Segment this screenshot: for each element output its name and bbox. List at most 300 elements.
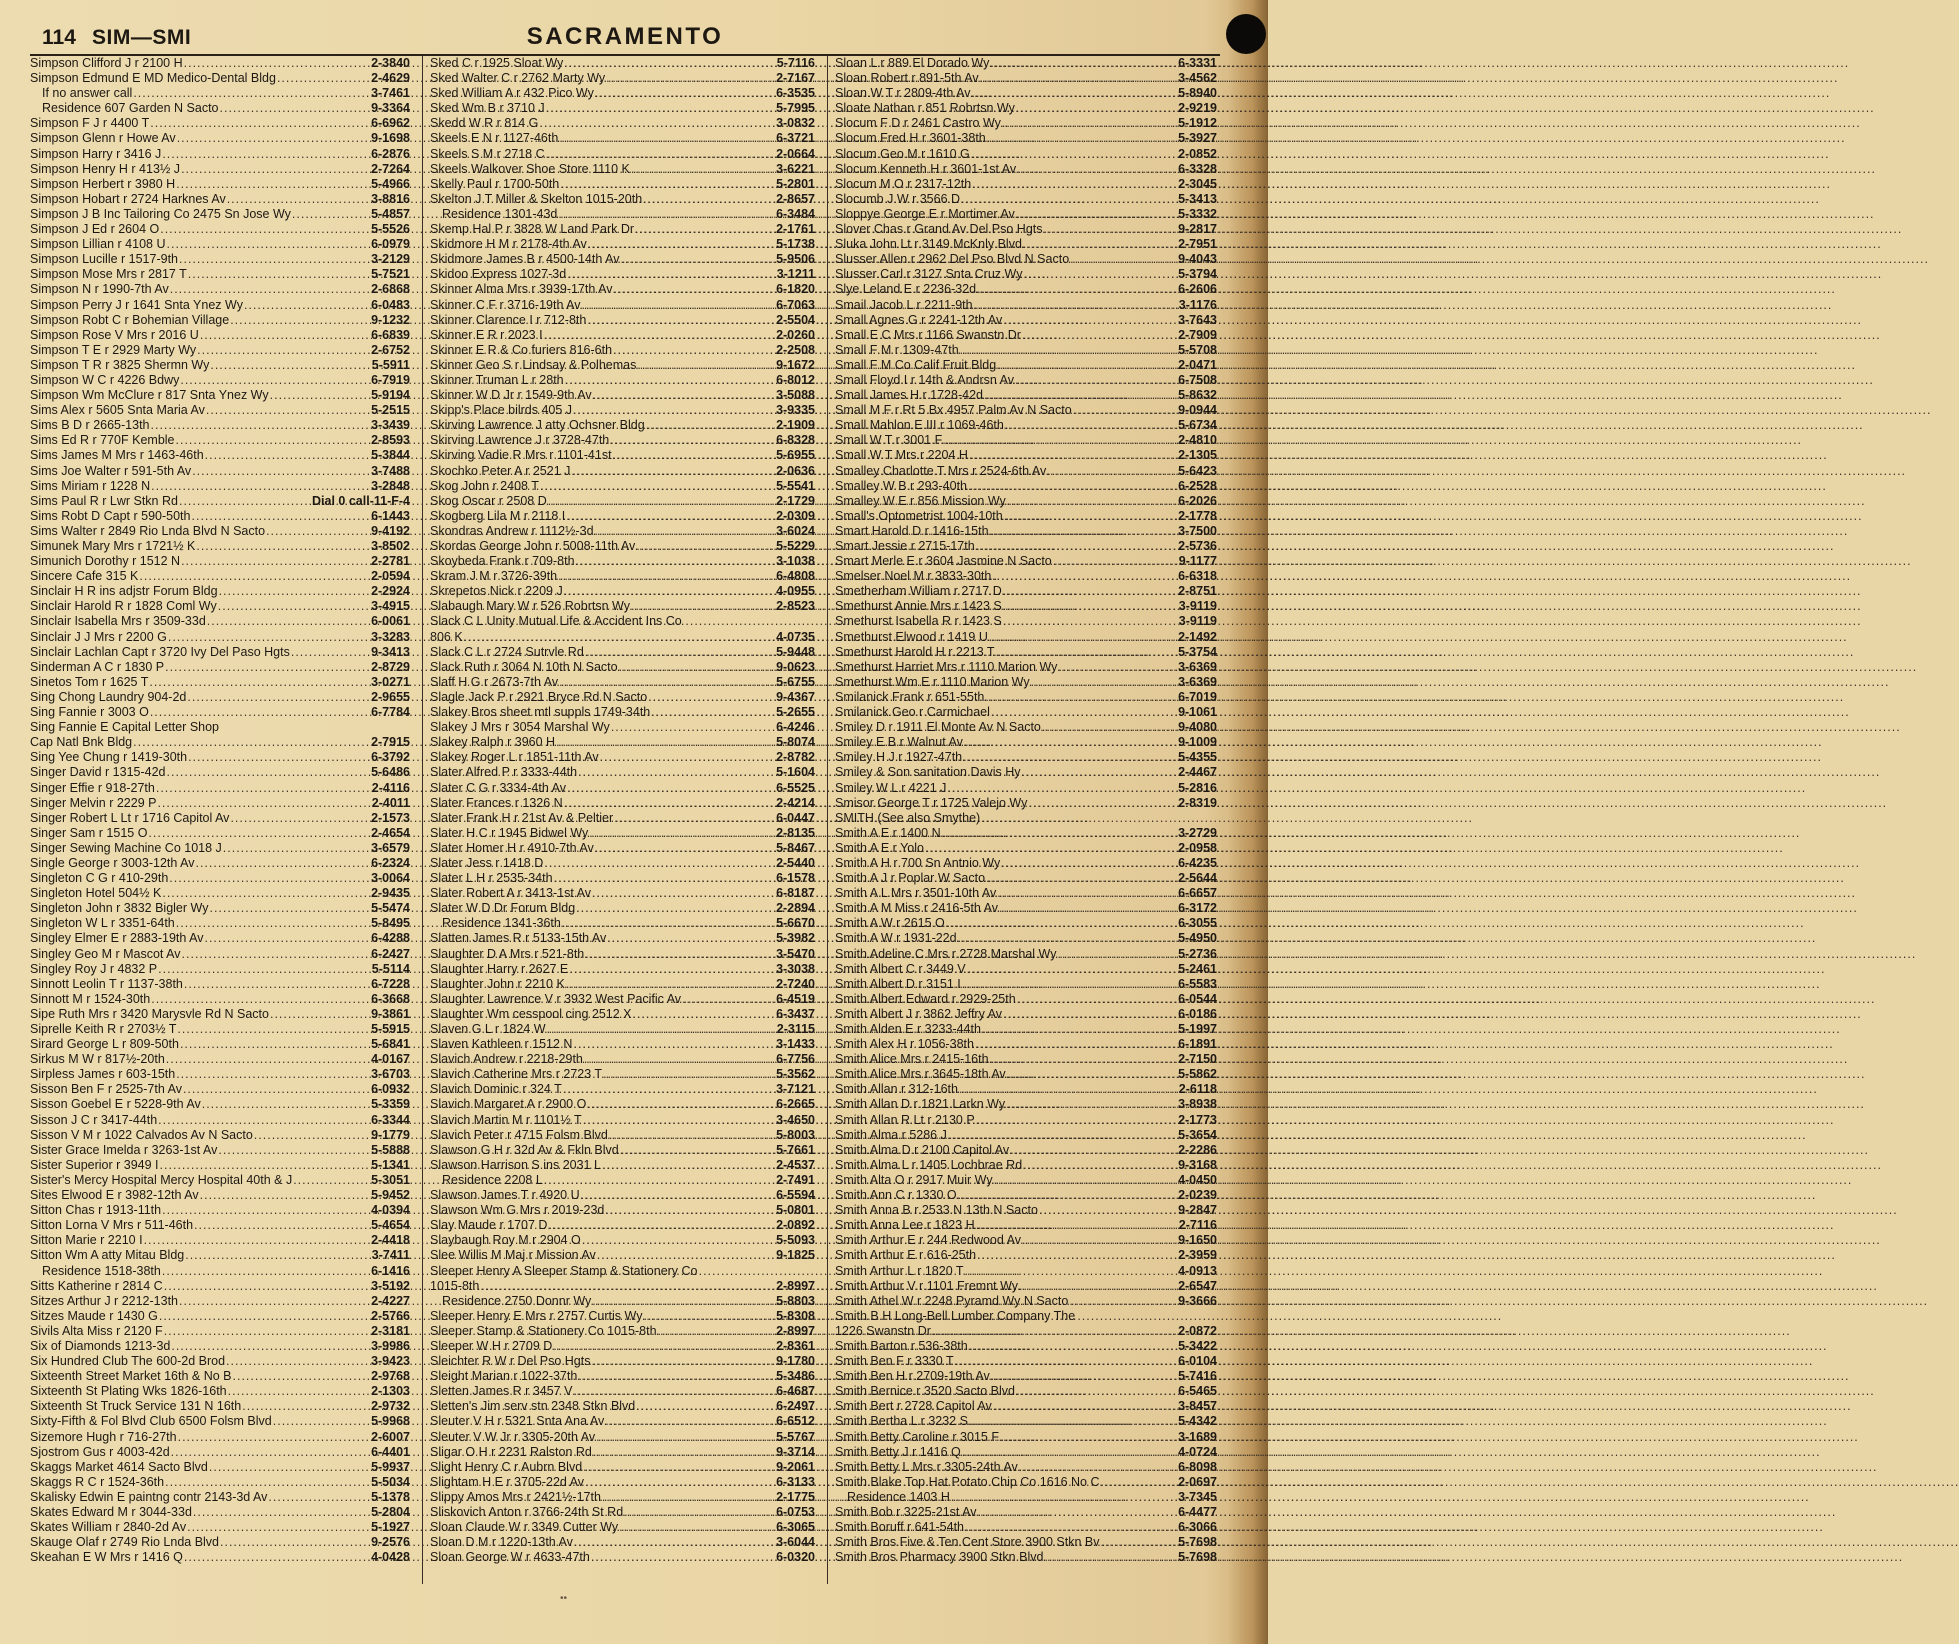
listing-name: Sitzes Maude r 1430 G [30, 1308, 158, 1323]
listing-name: Skaggs R C r 1524-36th [30, 1474, 165, 1489]
listing-phone: 2-8523 [776, 599, 815, 614]
listing-entry [30, 358, 410, 373]
listing-entry [835, 1128, 1217, 1143]
listing-phone: 5-5034 [371, 1474, 410, 1489]
listing-phone: 5-0801 [776, 1203, 815, 1218]
listing-entry [430, 720, 815, 735]
listing-phone: 6-3535 [776, 86, 815, 101]
listing-name: Sims Alex r 5605 Snta Maria Av [30, 403, 205, 418]
dot-leader [976, 539, 1177, 554]
listing-entry [430, 675, 815, 690]
listing-name: Slabaugh Mary W r 526 Robrtsn Wy [430, 599, 630, 614]
listing-entry [835, 207, 1217, 222]
listing-name: Skinner Truman L r 28th [430, 372, 564, 387]
dot-leader [946, 916, 1177, 931]
listing-entry [430, 1233, 815, 1248]
listing-name: Slagle Jack P r 2921 Bryce Rd N Sacto [430, 689, 648, 704]
dot-leader [162, 1264, 370, 1279]
listing-name: Simpson Clifford J r 2100 H [30, 56, 183, 70]
listing-phone: 2-4116 [371, 780, 410, 795]
listing-phone: 5-5541 [776, 478, 815, 493]
listing-entry [30, 116, 410, 131]
dot-leader [242, 1399, 370, 1414]
listing-name: Residence 1341-36th [442, 916, 561, 931]
listing-phone: 9-2817 [1178, 222, 1217, 237]
dot-leader [230, 811, 370, 826]
listing-entry [430, 1248, 815, 1263]
listing-name: Residence 1301-43d [442, 206, 558, 221]
listing-phone: 9-3861 [371, 1006, 410, 1021]
listing-entry [430, 1460, 815, 1475]
listing-name: Smith A H r 700 Sn Antnio Wy [835, 855, 1001, 870]
listing-phone: 5-5915 [371, 1022, 410, 1036]
dot-leader [1005, 418, 1177, 433]
listing-name: Smith Bros Pharmacy 3900 Stkn Blvd [835, 1550, 1044, 1565]
dot-leader [602, 1158, 775, 1173]
listing-name: Smith Barton r 536-38th [835, 1338, 968, 1353]
listing-name: Skogberg Lila M r 2118 I [430, 508, 566, 523]
listing-phone: 5-4342 [1178, 1414, 1217, 1429]
listing-name: Skates William r 2840-2d Av [30, 1520, 187, 1535]
listing-name: Smethurst Harriet Mrs r 1110 Marion Wy [835, 659, 1058, 674]
listing-phone: 5-3844 [371, 448, 410, 463]
listing-entry [30, 1233, 410, 1248]
dot-leader [209, 1460, 370, 1475]
listing-entry [430, 1430, 815, 1445]
listing-phone: 3-3038 [776, 961, 815, 976]
listing-phone: 6-7019 [1178, 689, 1217, 704]
listing-name: Sims Joe Walter r 591-5th Av [30, 463, 192, 478]
dot-leader [578, 1369, 775, 1384]
dot-leader [592, 886, 775, 901]
listing-entry [835, 1490, 1217, 1505]
dot-leader [162, 886, 370, 901]
listing-entry [835, 781, 1217, 796]
listing-name: Skauge Olaf r 2749 Rio Lnda Blvd [30, 1535, 220, 1550]
listing-name: Residence 607 Garden N Sacto [42, 101, 219, 116]
dot-leader [574, 1535, 775, 1550]
listing-phone: 5-1927 [371, 1520, 410, 1535]
listing-entry [835, 811, 1217, 826]
dot-leader [464, 630, 775, 645]
listing-phone: 9-2061 [776, 1459, 815, 1474]
listing-phone: 2-0309 [776, 508, 815, 523]
dot-leader [1047, 464, 1177, 479]
listing-name: Singer Robert L Lt r 1716 Capitol Av [30, 810, 230, 825]
listing-phone: 6-3331 [1178, 56, 1217, 70]
listing-name: Sister Superior r 3949 I [30, 1157, 159, 1172]
listing-name: Slakey J Mrs r 3054 Marshal Wy [430, 720, 610, 735]
dot-leader [546, 101, 775, 116]
listing-phone: 9-0944 [1178, 403, 1217, 418]
dot-leader [591, 1550, 775, 1565]
listing-name: Sleight Marian r 1022-37th [430, 1369, 578, 1384]
dot-leader [133, 735, 370, 750]
listing-phone: 2-8782 [776, 750, 815, 765]
listing-name: Simpson Harry r 3416 J [30, 146, 162, 161]
listing-phone: 9-1779 [371, 1127, 410, 1142]
dot-leader [564, 796, 775, 811]
dot-leader [976, 1113, 1177, 1128]
listing-entry [835, 765, 1217, 780]
listing-entry [30, 1384, 410, 1399]
listing-name: Sims Miriam r 1228 N [30, 478, 151, 493]
listing-name: Smelser Noel M r 3833-30th [835, 569, 992, 584]
listing-name: Singer Sam r 1515 O [30, 825, 148, 840]
listing-entry [835, 720, 1217, 735]
dot-leader [183, 1082, 370, 1097]
dot-leader [585, 645, 775, 660]
dot-leader [547, 1022, 776, 1037]
listing-name: Smith Blake Top Hat Potato Chip Co 1616 No C [835, 1474, 1100, 1489]
listing-entry [30, 524, 410, 539]
dot-leader [619, 1520, 775, 1535]
listing-name: Smith Bernice r 3520 Sacto Blvd [835, 1384, 1015, 1399]
dot-leader [266, 524, 370, 539]
dot-leader [1073, 403, 1177, 418]
listing-phone: 2-4418 [371, 1233, 410, 1248]
listing-entry [430, 479, 815, 494]
listing-name: Sloan George W r 4633-47th [430, 1550, 590, 1565]
dot-leader [982, 1022, 1177, 1037]
dot-leader [181, 162, 370, 177]
listing-entry [430, 1490, 815, 1505]
listing-name: Slater Frank H r 21st Av & Peltier [430, 810, 614, 825]
listing-name: Smalley W E r 856 Mission Wy [835, 493, 1006, 508]
listing-name: Sitton Lorna V Mrs r 511-46th [30, 1218, 194, 1233]
listing-name: Slater Alfred P r 3333-44th [430, 765, 578, 780]
dot-leader [1069, 1294, 1177, 1309]
listing-phone: 6-7228 [371, 976, 410, 991]
listing-name: Smith Bertha L r 3232 S [835, 1414, 968, 1429]
listing-name: Skeahan E W Mrs r 1416 Q [30, 1550, 183, 1565]
listing-phone: 9-3413 [371, 644, 410, 659]
listing-name: If no answer call [42, 86, 133, 101]
listing-phone: 9-1672 [776, 357, 815, 372]
dot-leader [164, 1279, 370, 1294]
listing-phone: 2-0594 [371, 569, 410, 584]
dot-leader [1016, 101, 1177, 116]
dot-leader [972, 86, 1178, 101]
listing-name: Slatten James R r 5133-15th Av [430, 931, 607, 946]
listing-phone: 5-3562 [776, 1067, 815, 1082]
listing-entry [30, 101, 410, 116]
listing-phone: 9-3714 [776, 1444, 815, 1459]
listing-name: Singley Roy J r 4832 P [30, 961, 158, 976]
listing-phone: 5-9194 [371, 388, 410, 403]
listing-name: Smith Alma D r 2100 Capitol Av [835, 1142, 1010, 1157]
listing-entry [430, 524, 815, 539]
listing-entry [30, 1143, 410, 1158]
listing-phone: 3-8457 [1178, 1399, 1217, 1414]
dot-leader [1022, 328, 1177, 343]
listing-entry [430, 131, 815, 146]
listing-name: Simunek Mary Mrs r 1721½ K [30, 539, 196, 553]
listing-name: Simpson Lucille r 1517-9th [30, 252, 178, 267]
listing-phone: 2-3045 [1178, 176, 1217, 191]
listing-name: Small F M Co Calif Fruit Bldg [835, 357, 997, 372]
dot-leader [1003, 584, 1177, 599]
listing-name: Sitton Chas r 1913-11th [30, 1203, 162, 1218]
listing-name: Singleton Hotel 504½ K [30, 886, 162, 901]
listing-phone: 6-2665 [776, 1097, 815, 1112]
listing-name: Singer Sewing Machine Co 1018 J [30, 840, 222, 855]
dot-leader [151, 479, 370, 494]
listing-entry [30, 192, 410, 207]
dot-leader [605, 1203, 775, 1218]
listing-name: Slater Jess r 1418 D [430, 855, 544, 870]
listing-name: Smith A M Miss r 2416-5th Av [835, 901, 999, 916]
listing-name: Smith Albert C r 3449 V [835, 961, 966, 976]
listing-entry [835, 1097, 1217, 1112]
listing-name: Sletten's Jim serv stn 2348 Stkn Blvd [430, 1399, 636, 1414]
dot-leader [991, 1369, 1177, 1384]
listing-name: Smith Athel W r 2248 Pyramd Wy N Sacto [835, 1293, 1069, 1308]
listing-entry [30, 1324, 410, 1339]
listing-phone: 5-5114 [371, 961, 410, 976]
listing-phone: 5-8803 [776, 1293, 815, 1308]
listing-entry [30, 71, 410, 86]
dot-leader [150, 116, 370, 131]
dot-leader [1010, 1143, 1177, 1158]
listing-entry [430, 584, 815, 599]
listing-entry [430, 1218, 815, 1233]
listing-name: Smith A E r 1400 N [835, 825, 941, 840]
listing-name: Slusser Carl r 3127 Snta Cruz Wy [835, 267, 1023, 282]
listing-phone: 2-2894 [776, 901, 815, 916]
listing-phone: 5-2655 [776, 705, 815, 720]
listing-phone: 5-8467 [776, 840, 815, 855]
listing-name: Slightam H E r 3705-22d Av [430, 1474, 585, 1489]
listing-phone: 5-3332 [1178, 206, 1217, 221]
listing-phone: 2-7150 [1178, 1052, 1217, 1067]
dot-leader [1058, 947, 1178, 962]
listing-name: Sing Fannie E Capital Letter Shop [30, 720, 220, 735]
listing-phone: 5-7995 [776, 101, 815, 116]
listing-phone: 6-0186 [1178, 1006, 1217, 1021]
listing-name: Sinetos Tom r 1625 T [30, 674, 149, 689]
dot-leader [573, 403, 775, 418]
dot-leader [1028, 796, 1177, 811]
dot-leader [990, 56, 1177, 71]
listing-phone: 2-8729 [371, 659, 410, 674]
listing-entry [430, 1264, 815, 1279]
listing-entry [430, 826, 815, 841]
listing-name: Sizemore Hugh r 716-27th [30, 1429, 177, 1444]
listing-entry [835, 645, 1217, 660]
listing-name: Slavich Andrew r 2218-29th [430, 1052, 583, 1067]
listing-entry [30, 1128, 410, 1143]
listing-phone: 5-8074 [776, 735, 815, 750]
dot-leader [164, 1324, 370, 1339]
listing-phone: 9-2847 [1178, 1203, 1217, 1218]
listing-name: Sinnott M r 1524-30th [30, 991, 151, 1006]
dot-leader [151, 992, 370, 1007]
dot-leader [156, 781, 371, 796]
listing-name: Skog John r 2408 T [430, 478, 539, 493]
listing-entry [835, 56, 1217, 71]
dot-leader [270, 1007, 370, 1022]
listing-phone: 5-9452 [371, 1188, 410, 1203]
listing-name: Six Hundred Club The 600-2d Brod [30, 1354, 226, 1369]
listing-phone: 3-2729 [1178, 825, 1217, 840]
listing-entry [30, 1052, 410, 1067]
dot-leader [162, 147, 370, 162]
dot-leader [955, 1354, 1177, 1369]
dot-leader [176, 177, 370, 192]
listing-entry [430, 1037, 815, 1052]
listing-phone: 2-2781 [371, 554, 410, 569]
listing-phone: 2-0664 [776, 146, 815, 161]
listing-entry [835, 358, 1217, 373]
listing-name: Smethurst Annie Mrs r 1423 S [835, 599, 1002, 614]
listing-entry [430, 388, 815, 403]
dot-leader [994, 1173, 1177, 1188]
dot-leader [581, 1188, 775, 1203]
listing-phone: 2-6118 [1178, 1082, 1217, 1097]
listing-name: Sites Elwood E r 3982-12th Av [30, 1188, 199, 1203]
listing-phone: 4-0428 [371, 1550, 410, 1565]
listing-name: Sitton Marie r 2210 I [30, 1233, 143, 1248]
listing-phone: 5-7521 [371, 267, 410, 282]
listing-entry [835, 569, 1217, 584]
listing-phone: 3-7643 [1178, 312, 1217, 327]
listing-phone: 2-1773 [1178, 1112, 1217, 1127]
dot-leader [546, 147, 775, 162]
listing-phone: 3-8938 [1178, 1097, 1217, 1112]
listing-phone: 6-0544 [1178, 991, 1217, 1006]
listing-entry [430, 1173, 815, 1188]
listing-name: Skinner E R r 2023 I [430, 327, 543, 342]
listing-phone: 2-2508 [776, 342, 815, 357]
listing-phone: 2-4011 [371, 795, 410, 810]
listing-phone: 2-4629 [371, 71, 410, 86]
dot-leader [565, 373, 775, 388]
listing-name: Slavich Peter r 4715 Folsm Blvd [430, 1127, 608, 1142]
listing-entry [30, 962, 410, 977]
listing-name: Sleeper Stamp & Stationery Co 1015-8th [430, 1323, 657, 1338]
listing-phone: 9-1177 [1178, 554, 1217, 569]
listing-name: Sked Walter C r 2762 Marty Wy [430, 71, 606, 86]
listing-entry [835, 71, 1217, 86]
dot-leader [566, 509, 775, 524]
listing-name: Slocum Geo M r 1610 G [835, 146, 970, 161]
listing-name: Sleichter R W r Del Pso Hgts [430, 1354, 591, 1369]
listing-name: Skinner E R & Co furiers 816-6th [430, 342, 613, 357]
dot-leader [157, 796, 370, 811]
listing-name: Sincere Cafe 315 K [30, 569, 139, 584]
listing-name: Smethurst Harold H r 2213 T [835, 644, 995, 659]
listing-name: Simpson Herbert r 3980 H [30, 176, 176, 191]
listing-phone: 5-5708 [1178, 342, 1217, 357]
listing-entry [835, 86, 1217, 101]
dot-leader [1053, 554, 1178, 569]
listing-phone: 2-1729 [776, 493, 815, 508]
listing-name: Sitton Wm A atty Mitau Bldg [30, 1248, 185, 1263]
listing-phone: 3-9119 [1178, 599, 1217, 614]
listing-phone: 6-8328 [776, 433, 815, 448]
listing-name: Skelton J T Miller & Skelton 1015-20th [430, 191, 643, 206]
listing-phone: 6-3172 [1178, 901, 1217, 916]
listing-phone: 2-8657 [776, 191, 815, 206]
listing-entry [430, 539, 815, 554]
dot-leader [1015, 373, 1177, 388]
dot-leader [1002, 116, 1177, 131]
dot-leader [210, 358, 370, 373]
name-range: SIM—SMI [92, 26, 192, 49]
dot-leader [969, 448, 1177, 463]
dot-leader [958, 1188, 1177, 1203]
listing-entry [30, 645, 410, 660]
dot-leader [567, 267, 776, 282]
listing-entry [430, 509, 815, 524]
dot-leader [544, 856, 775, 871]
dot-leader [184, 1550, 370, 1565]
dot-leader [592, 1294, 775, 1309]
listing-name: Smiley E B r Walnut Av [835, 735, 963, 750]
listing-name: Smalley Charlotte T Mrs r 2524-6th Av [835, 463, 1047, 478]
dot-leader [1023, 1158, 1177, 1173]
dot-leader [631, 162, 775, 177]
dot-leader [1016, 207, 1177, 222]
listing-name: Smith Alma L r 1405 Lochbrae Rd [835, 1157, 1023, 1172]
listing-name: Slaven G L r 1824 W [430, 1022, 546, 1036]
listing-name: Sloppye George E r Mortimer Av [835, 206, 1015, 221]
listing-name: Sister Grace Imelda r 3263-1st Av [30, 1142, 218, 1157]
dot-leader [1070, 252, 1177, 267]
listing-name: Slocum Fred H r 3601-38th [835, 131, 986, 146]
listing-name: Slakey Ralph r 3960 H [430, 735, 556, 750]
listing-entry [30, 1113, 410, 1128]
listing-entry [835, 841, 1217, 856]
listing-phone: 6-6839 [371, 327, 410, 342]
listing-name: Sims Walter r 2849 Rio Lnda Blvd N Sacto [30, 523, 266, 538]
dot-leader [169, 871, 370, 886]
listing-entry [30, 388, 410, 403]
listing-entry [835, 1143, 1217, 1158]
listing-name: Smith Alice Mrs r 3645-18th Av [835, 1067, 1006, 1082]
listing-entry [30, 448, 410, 463]
listing-entry [835, 131, 1217, 146]
listing-name: Singer Effie r 918-27th [30, 780, 155, 795]
listing-phone: 6-0104 [1178, 1354, 1217, 1369]
listing-name: Sloan L r 889 El Dorado Wy [835, 56, 990, 70]
listing-name: Skates Edward M r 3044-33d [30, 1505, 192, 1519]
listing-phone: 2-0958 [1178, 840, 1217, 855]
listing-name: Simpson N r 1990-7th Av [30, 282, 169, 297]
listing-phone: 9-4192 [371, 523, 410, 538]
listing-name: Smith A J r Poplar W Sacto [835, 871, 986, 886]
listing-entry [30, 56, 410, 71]
listing-name: Slakey Roger L r 1851-11th Av [430, 750, 599, 765]
listing-phone: 2-1303 [371, 1384, 410, 1399]
listing-name: Sleeper W H r 2709 D [430, 1338, 553, 1353]
dot-leader [1019, 1279, 1177, 1294]
listing-phone: 6-3328 [1178, 161, 1217, 176]
dot-leader [566, 977, 775, 992]
listing-name: Simpson Perry J r 1641 Snta Ynez Wy [30, 297, 243, 312]
listing-name: Sinclair H R ins adjstr Forum Bldg [30, 584, 218, 599]
listing-name: Slee Willis M Maj r Mission Av [430, 1248, 596, 1263]
listing-entry [30, 418, 410, 433]
listing-phone: 6-3792 [371, 750, 410, 765]
listing-phone: 3-6369 [1178, 674, 1217, 689]
listing-entry [835, 796, 1217, 811]
dot-leader [220, 101, 371, 116]
dot-leader [636, 539, 775, 554]
listing-entry [430, 418, 815, 433]
dot-leader [197, 343, 370, 358]
